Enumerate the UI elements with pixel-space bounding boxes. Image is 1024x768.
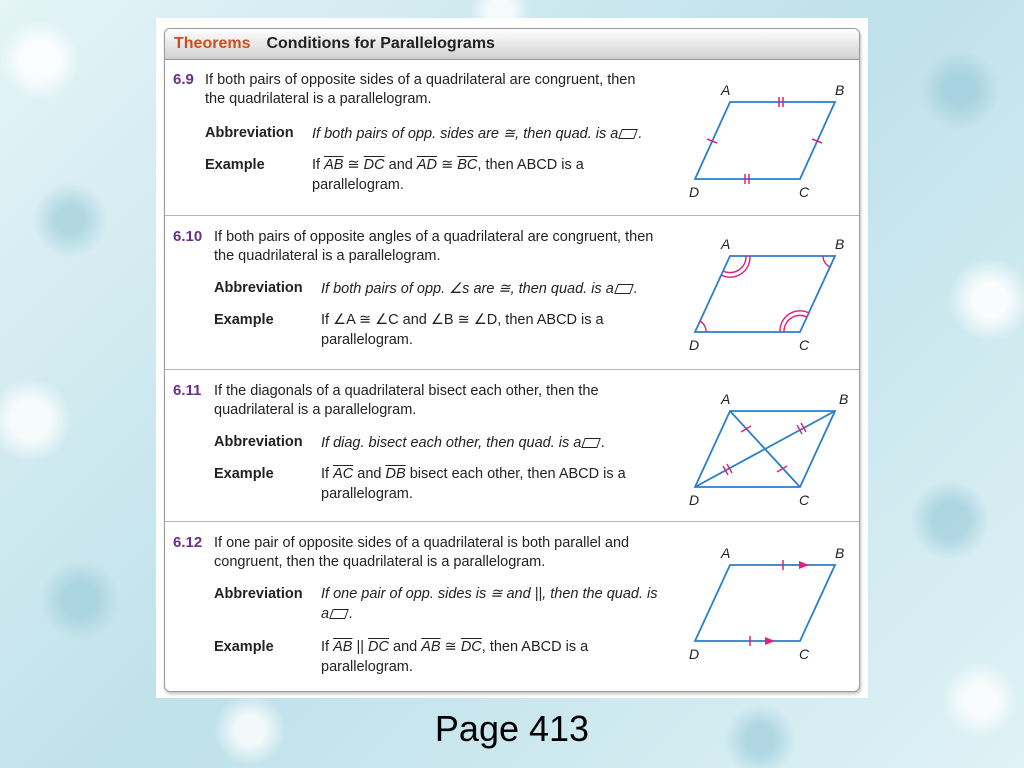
example-text: If $\overline{AB}$ ≅ $\overline{DC}$ and $\overline{AD}$ ≅ $\overline{BC}$, then ABCD is a parallelogram. — [312, 157, 584, 193]
abbreviation-label: Abbreviation — [214, 280, 303, 296]
theorem-6-11 — [165, 369, 859, 522]
vertex-label-d: D — [689, 184, 700, 200]
example-text: If $\overline{AB}$ || $\overline{DC}$ and $\overline{AB}$ ≅ $\overline{DC}$, then ABCD is a parallelogram. — [321, 639, 589, 675]
parallelogram-shape — [695, 565, 835, 641]
parallel-arrow-top — [799, 561, 809, 569]
example-label: Example — [214, 639, 274, 655]
vertex-label-a: A — [721, 545, 731, 561]
diagonal-db — [695, 411, 835, 487]
vertex-label-b: B — [835, 82, 845, 98]
abbreviation-text: If both pairs of opp. ∠s are ≅, then quad. is a . — [321, 281, 638, 297]
page-number-label: Page 413 — [434, 708, 590, 749]
vertex-label-d: D — [689, 646, 700, 662]
parallelogram-figure-parallel — [675, 530, 855, 670]
theorem-6-12 — [165, 521, 859, 692]
textbook-page — [156, 18, 868, 698]
abbreviation-text: If one pair of opp. sides is ≅ and ||, then the quad. is a . — [321, 586, 658, 622]
vertex-label-a: A — [721, 391, 731, 407]
theorem-box — [164, 28, 860, 692]
theorem-6-9 — [165, 59, 859, 215]
header-tag: Theorems — [174, 35, 251, 52]
abbreviation-label: Abbreviation — [205, 125, 294, 141]
example-text: If ∠A ≅ ∠C and ∠B ≅ ∠D, then ABCD is a parallelogram. — [321, 312, 604, 348]
parallelogram-symbol — [329, 609, 349, 619]
theorem-statement: If one pair of opposite sides of a quadrilateral is both parallel and congruent, then the quadrilateral is a parallelogram. — [214, 535, 630, 570]
abbreviation-label: Abbreviation — [214, 586, 303, 602]
vertex-label-b: B — [835, 236, 845, 252]
parallelogram-figure-angles — [675, 224, 855, 364]
parallelogram-shape — [695, 256, 835, 332]
theorem-6-10 — [165, 215, 859, 370]
vertex-label-c: C — [799, 337, 810, 353]
vertex-label-d: D — [689, 337, 700, 353]
vertex-label-c: C — [799, 492, 810, 508]
theorem-header — [165, 29, 859, 60]
parallelogram-symbol — [614, 284, 634, 294]
abbreviation-text: If diag. bisect each other, then quad. is a . — [321, 435, 606, 451]
abbreviation-label: Abbreviation — [214, 434, 303, 450]
example-text: If $\overline{AC}$ and $\overline{DB}$ bisect each other, then ABCD is a parallelogram. — [321, 466, 626, 502]
theorem-statement: If both pairs of opposite sides of a quadrilateral are congruent, then the quadrilateral is a parallelogram. — [205, 72, 636, 107]
theorem-statement: If the diagonals of a quadrilateral bisect each other, then the quadrilateral is a parallelogram. — [214, 383, 599, 418]
example-label: Example — [214, 312, 274, 328]
theorem-statement: If both pairs of opposite angles of a quadrilateral are congruent, then the quadrilateral is a parallelogram. — [214, 229, 654, 264]
example-label: Example — [214, 466, 274, 482]
vertex-label-d: D — [689, 492, 700, 508]
vertex-label-a: A — [721, 82, 731, 98]
parallelogram-symbol — [619, 129, 639, 139]
vertex-label-c: C — [799, 184, 810, 200]
example-label: Example — [205, 157, 265, 173]
parallelogram-figure-sides — [675, 67, 855, 207]
parallelogram-figure-diagonals — [675, 378, 855, 518]
theorem-number: 6.10 — [173, 228, 203, 245]
vertex-label-c: C — [799, 646, 810, 662]
theorem-number: 6.12 — [173, 534, 203, 551]
header-title: Conditions for Parallelograms — [266, 35, 495, 52]
abbreviation-text: If both pairs of opp. sides are ≅, then quad. is a . — [312, 126, 643, 142]
parallel-arrow-bottom — [765, 637, 775, 645]
vertex-label-b: B — [835, 545, 845, 561]
vertex-label-a: A — [721, 236, 731, 252]
theorem-number: 6.11 — [173, 382, 202, 399]
theorem-number: 6.9 — [173, 71, 194, 88]
vertex-label-b: B — [839, 391, 849, 407]
parallelogram-symbol — [582, 438, 602, 448]
